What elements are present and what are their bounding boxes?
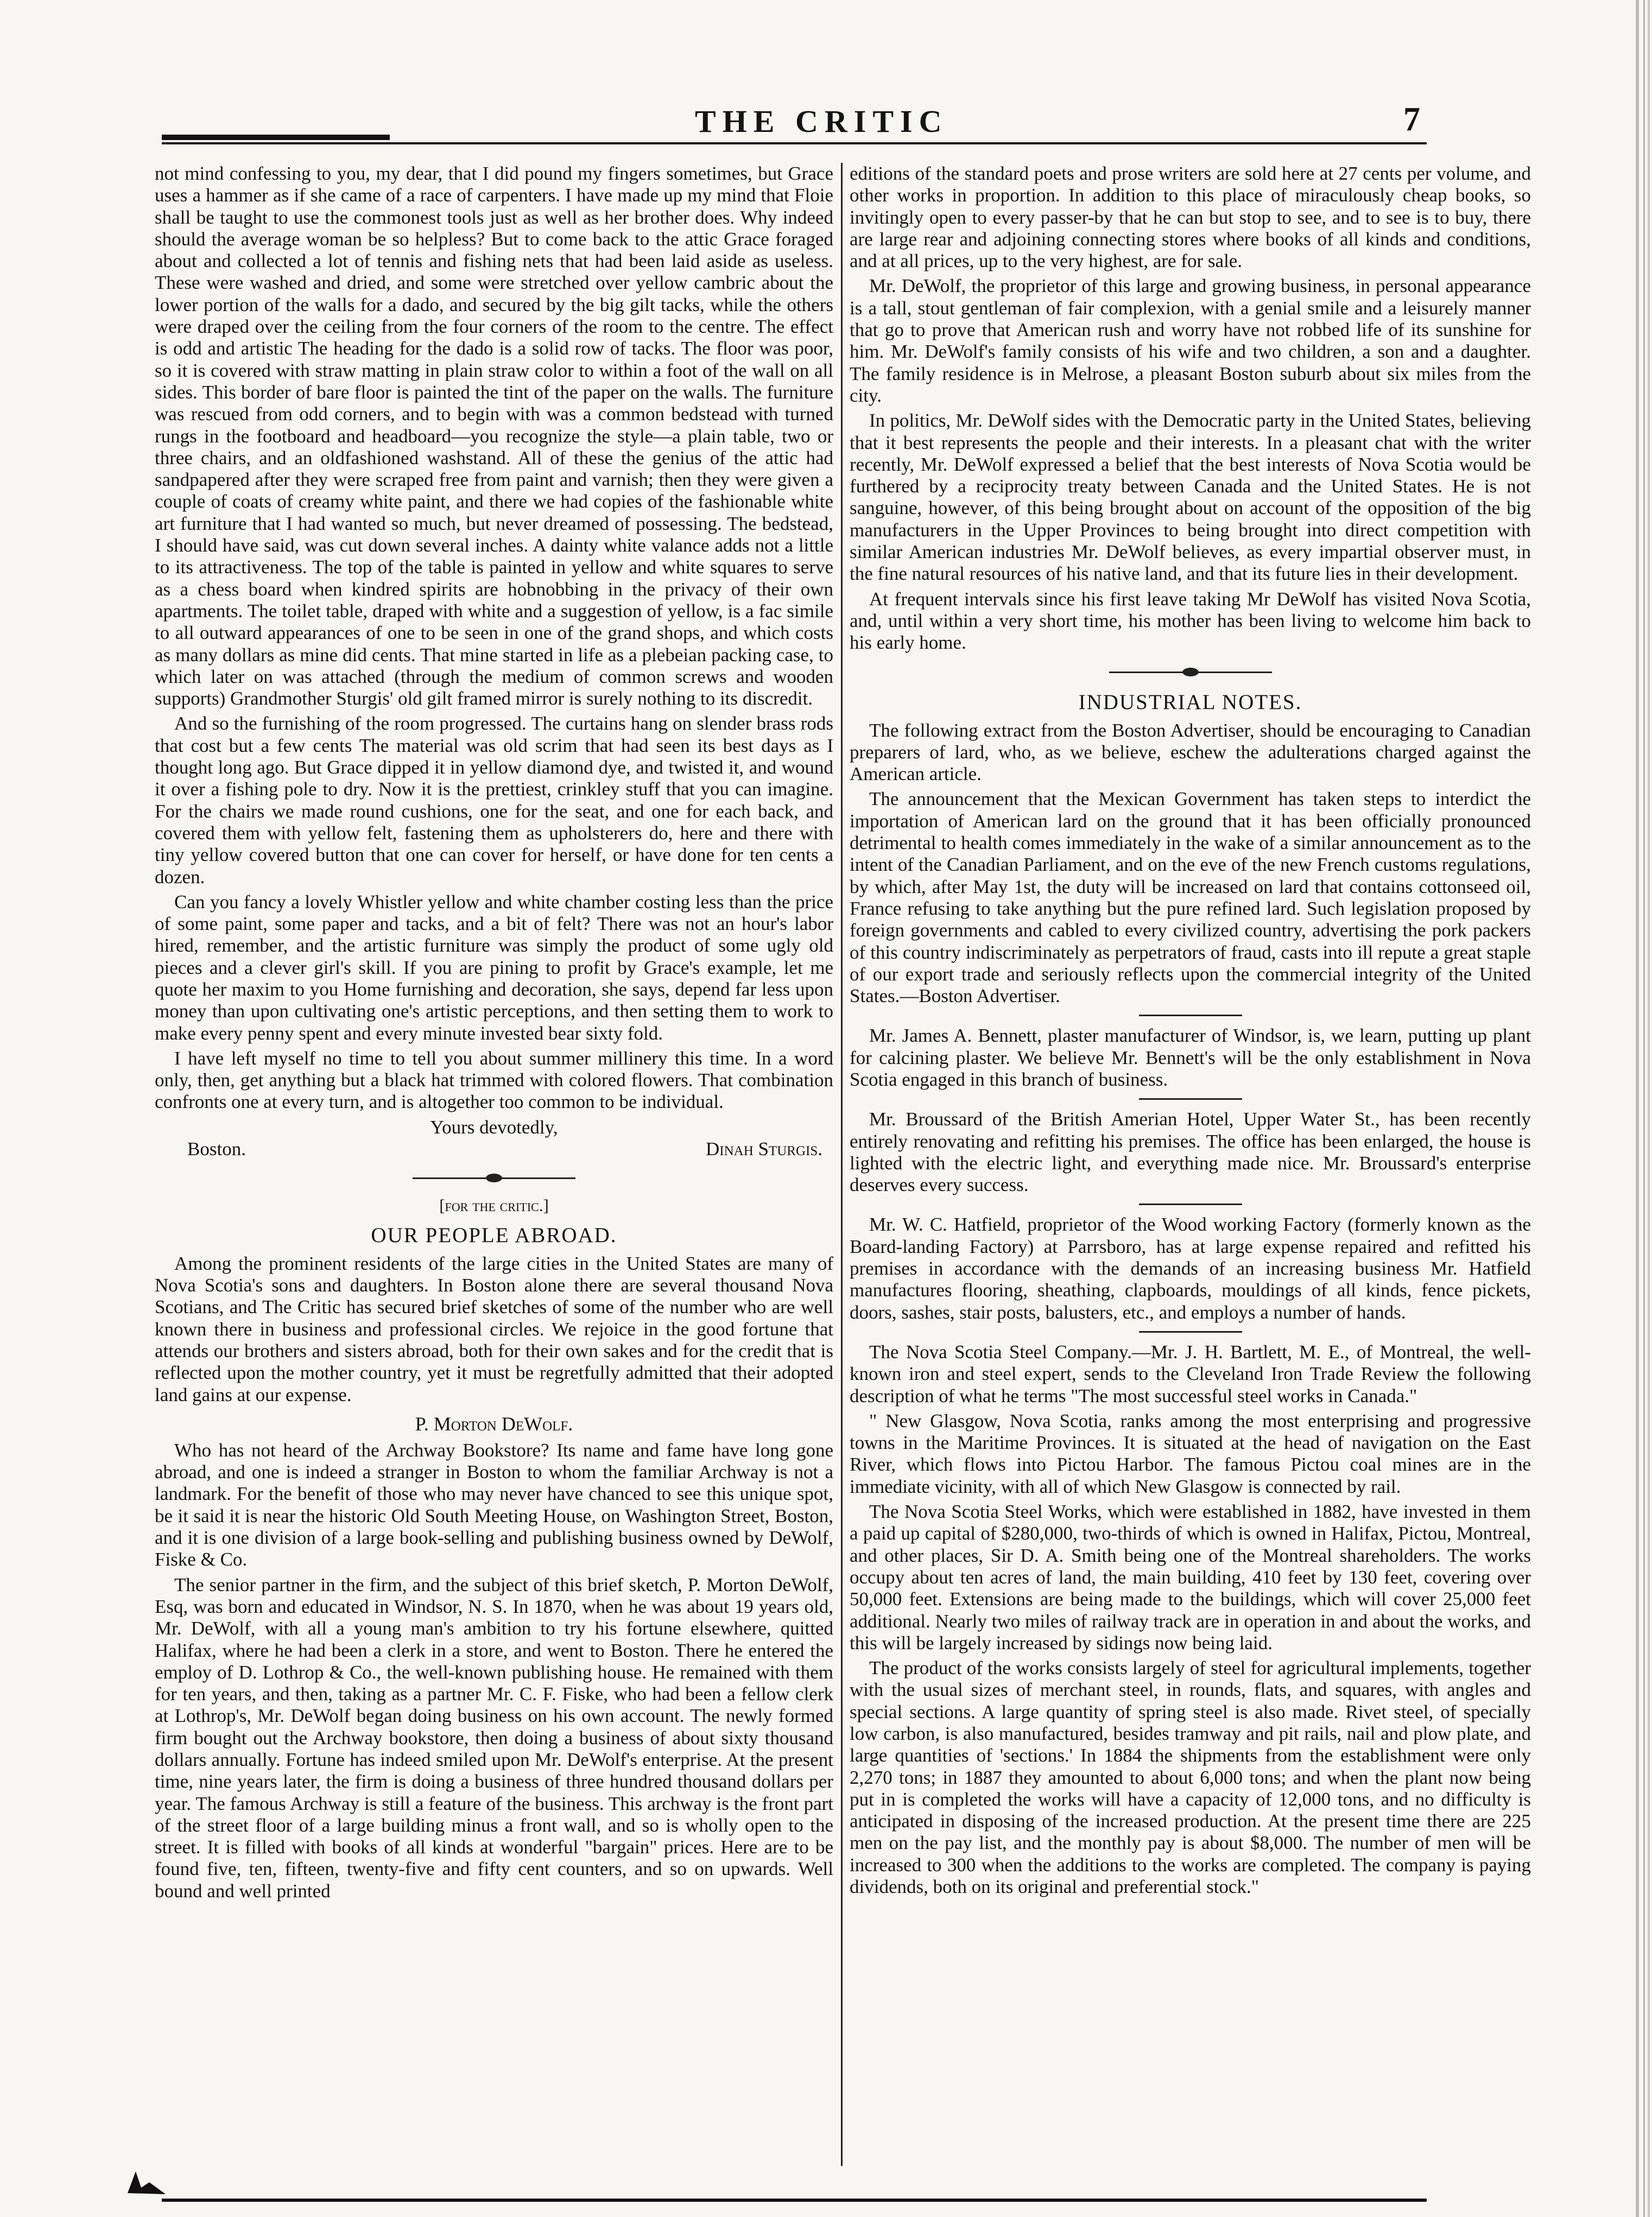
column-divider — [841, 163, 843, 2166]
article-paragraph: The following extract from the Boston Advertiser, should be encouraging to Canadian preparers of lard, who, as we believe, eschew the adulterations charged against the American article. — [850, 719, 1531, 785]
article-paragraph: Among the prominent residents of the large cities in the United States are many of Nova Scotia's sons and daughters. In Boston alone there are several thousand Nova Scotians, and The Critic has secured brief sketches of some of the number who are well known there in business and professional circles. We rejoice in the good fortune that attends our brothers and sisters abroad, both for their own sakes and for the credit that is reflected upon the mother country, yet it must be regretfully admitted that their adopted land gains at our expense. — [155, 1252, 833, 1405]
article-paragraph: The Nova Scotia Steel Works, which were established in 1882, have invested in them a paid up capital of $280,000, two-thirds of which is owned in Halifax, Pictou, Montreal, and other places, Sir D. A. Smith being one of the Montreal shareholders. The works occupy about ten acres of land, the main building, 410 feet by 130 feet, covering over 50,000 feet. Extensions are being made to the buildings, which will cover 25,000 feet additional. Nearly two miles of railway track are in operation in and about the works, and this will be largely increased by sidings now being laid. — [850, 1501, 1531, 1654]
article-paragraph: Mr. W. C. Hatfield, proprietor of the Wood working Factory (formerly known as the Board-landing Factory) at Parrsboro, has at large expense repaired and refitted his premises in accordance with the demands of an increasing business Mr. Hatfield manufactures flooring, sheathing, clapboards, mouldings of all kinds, fence pickets, doors, sashes, stair posts, balusters, etc., and employs a number of hands. — [850, 1214, 1531, 1323]
short-rule — [1139, 1331, 1242, 1333]
bottom-rule — [162, 2199, 1427, 2202]
ink-blot-mark — [125, 2166, 168, 2196]
article-subheading: P. Morton DeWolf. — [415, 1412, 573, 1435]
newspaper-title: THE CRITIC — [695, 104, 948, 139]
article-paragraph: The senior partner in the firm, and the subject of this brief sketch, P. Morton DeWolf, Esq, was born and educated in Windsor, N. S. In 1870, when he was about 19 years old, Mr. DeWolf, with all a young man's ambition to try his fortune elsewhere, quitted Halifax, where he had been a clerk in a store, and went to Boston. There he entered the employ of D. Lothrop & Co., the well-known publishing house. He remained with them for ten years, and then, taking as a partner Mr. C. F. Fiske, who had been a fellow clerk at Lothrop's, Mr. DeWolf began doing business on his own account. The newly formed firm bought out the Archway bookstore, then doing a business of about sixty thousand dollars annually. Fortune has indeed smiled upon Mr. DeWolf's enterprise. At the present time, nine years later, the firm is doing a business of three hundred thousand dollars per year. The famous Archway is still a feature of the business. This archway is the front part of the street floor of a large building minus a front wall, and so is wholly open to the street. It is filled with books of all kinds at wonderful "bargain" prices. Here are to be found five, ten, fifteen, twenty-five and fifty cent counters, and so on upwards. Well bound and well printed — [155, 1574, 833, 1902]
article-paragraph: Can you fancy a lovely Whistler yellow and white chamber costing less than the price of some paint, some paper and tacks, and a bit of felt? There was not an hour's labor hired, remember, and the artistic furniture was simply the product of some ugly old pieces and a clever girl's skill. If you are pining to profit by Grace's example, let me quote her maxim to you Home furnishing and decoration, she says, depend far less upon money than upon cultivating one's artistic perceptions, and then setting them to work to make every penny spent and every minute invested bear sixty fold. — [155, 891, 833, 1044]
signature-name: Dinah Sturgis. — [705, 1138, 822, 1160]
article-paragraph: Mr. Broussard of the British Amerian Hotel, Upper Water St., has been recently entirely renovating and refitting his premises. The office has been enlarged, the house is lighted with the electric light, and everything made nice. Mr. Broussard's enterprise deserves every success. — [850, 1108, 1531, 1196]
signoff: Yours devotedly, — [430, 1116, 558, 1138]
article-paragraph: And so the furnishing of the room progressed. The curtains hang on slender brass rods that cost but a few cents The material was old scrim that had seen its best days as I thought long ago. But Grace dipped it in yellow diamond dye, and twisted it, and wound it over a fishing pole to dry. Now it is the prettiest, crinkley stuff that you can imagine. For the chairs we made round cushions, one for the seat, and one for each back, and covered them with yellow felt, fastening them as upholsterers do, here and there with tiny yellow covered button that one can cover for herself, or have done for ten cents a dozen. — [155, 713, 833, 888]
masthead-rule-left — [162, 135, 390, 140]
right-column — [850, 163, 1531, 2217]
article-paragraph: The Nova Scotia Steel Company.—Mr. J. H. Bartlett, M. E., of Montreal, the well-known iron and steel expert, sends to the Cleveland Iron Trade Review the following description of what he terms "The most successful steel works in Canada." — [850, 1341, 1531, 1407]
article-paragraph: In politics, Mr. DeWolf sides with the Democratic party in the United States, believing that it best represents the people and their interests. In a pleasant chat with the writer recently, Mr. DeWolf expressed a belief that the best interests of Nova Scotia would be furthered by a reciprocity treaty between Canada and the United States. He is not sanguine, however, of this being brought about on account of the opposition of the big manufacturers in the Upper Provinces to being brought into direct competition with similar American industries Mr. DeWolf believes, as every impartial observer must, in the fine natural resources of his native land, and that its future lies in their development. — [850, 410, 1531, 585]
article-paragraph: I have left myself no time to tell you about summer millinery this time. In a word only, then, get anything but a black hat trimmed with colored flowers. That combination confronts one at every turn, and is altogether too common to be individual. — [155, 1047, 833, 1113]
section-credit: [for the critic.] — [439, 1195, 549, 1215]
ornament-divider — [1109, 664, 1272, 680]
page-edge-marks — [1598, 0, 1652, 2217]
article-paragraph: not mind confessing to you, my dear, that I did pound my fingers sometimes, but Grace uses a hammer as if she came of a race of carpenters. I have made up my mind that Floie shall be taught to use the commonest tools just as well as her brother does. Why indeed should the average woman be so helpless? But to come back to the attic Grace foraged about and collected a lot of tennis and fishing nets that had been laid aside as useless. These were washed and dried, and some were stretched over yellow cambric about the lower portion of the walls for a dado, and secured by the big gilt tacks, while the others were draped over the ceiling from the four corners of the room to the centre. The effect is odd and artistic The heading for the dado is a solid row of tacks. The floor was poor, so it is covered with straw matting in plain straw color to within a foot of the wall on all sides. This border of bare floor is painted the tint of the paper on the walls. The furniture was rescued from odd corners, and to begin with was a common bedstead with turned rungs in the footboard and headboard—you recognize the style—a plain table, two or three chairs, and an oldfashioned washstand. All of these the genius of the attic had sandpapered after they were scraped free from paint and varnish; then they were given a couple of coats of creamy white paint, and there we had copies of the fashionable white art furniture that I had wanted so much, but never dreamed of possessing. The bedstead, I should have said, was cut down several inches. A dainty white valance adds not a little to its attractiveness. The top of the table is painted in yellow and white squares to serve as a chess board when kindred spirits are hobnobbing in the privacy of their own apartments. The toilet table, draped with white and a suggestion of yellow, is a fac simile to all outward appearances of one to be seen in one of the grand shops, and which costs as many dollars as mine did cents. That mine started in life as a plebeian packing case, to which later on was attached (through the medium of common screws and wooden supports) Grandmother Sturgis' old gilt framed mirror is surely nothing to its discredit. — [155, 163, 833, 710]
page-number: 7 — [1403, 101, 1420, 138]
short-rule — [1139, 1203, 1242, 1205]
section-heading: INDUSTRIAL NOTES. — [1078, 690, 1302, 714]
ornament-divider — [413, 1170, 575, 1186]
signature-place: Boston. — [187, 1138, 246, 1160]
short-rule — [1139, 1098, 1242, 1100]
masthead-rule — [162, 142, 1427, 144]
left-column — [155, 163, 833, 2217]
article-paragraph: Who has not heard of the Archway Bookstore? Its name and fame have long gone abroad, and one is indeed a stranger in Boston to whom the familiar Archway is not a landmark. For the benefit of those who may never have chanced to see this unique spot, be it said it is near the historic Old South Meeting House, on Washington Street, Boston, and it is one division of a large book-selling and publishing business owned by DeWolf, Fiske & Co. — [155, 1439, 833, 1570]
article-paragraph: At frequent intervals since his first leave taking Mr DeWolf has visited Nova Scotia, and, until within a very short time, his mother has been living to welcome him back to his early home. — [850, 588, 1531, 654]
article-paragraph: " New Glasgow, Nova Scotia, ranks among the most enterprising and progressive towns in the Maritime Provinces. It is situated at the head of navigation on the East River, which flows into Pictou Harbor. The famous Pictou coal mines are in the immediate vicinity, with all of which New Glasgow is connected by rail. — [850, 1410, 1531, 1497]
article-paragraph: editions of the standard poets and prose writers are sold here at 27 cents per volume, and other works in proportion. In addition to this place of miraculously cheap books, so invitingly open to every passer-by that he can but stop to see, and to see is to buy, there are large rear and adjoining connecting stores where books of all kinds and conditions, and at all prices, up to the very highest, are for sale. — [850, 163, 1531, 272]
article-paragraph: The product of the works consists largely of steel for agricultural implements, together with the usual sizes of merchant steel, in rounds, flats, and squares, with angles and special sections. A large quantity of spring steel is also made. Rivet steel, of specially low carbon, is also manufactured, besides tramway and pit rails, nail and plow plate, and large quantities of 'sections.' In 1884 the shipments from the establishment were only 2,270 tons; in 1887 they amounted to about 6,000 tons; and when the plant now being put in is completed the works will have a capacity of 12,000 tons, and no difficulty is anticipated in disposing of the increased production. At the present time there are 225 men on the pay list, and the monthly pay is about $8,000. The number of men will be increased to 300 when the additions to the works are completed. The company is paying dividends, both on its original and preferential stock." — [850, 1657, 1531, 1898]
article-paragraph: Mr. James A. Bennett, plaster manufacturer of Windsor, is, we learn, putting up plant for calcining plaster. We believe Mr. Bennett's will be the only establishment in Nova Scotia engaged in this branch of business. — [850, 1025, 1531, 1090]
short-rule — [1139, 1015, 1242, 1016]
section-heading: OUR PEOPLE ABROAD. — [371, 1223, 617, 1247]
signature-line — [155, 1138, 833, 1160]
article-paragraph: The announcement that the Mexican Government has taken steps to interdict the importation of American lard on the ground that it has been officially pronounced detrimental to health comes immediately in the wake of a similar announcement as to the intent of the Canadian Parliament, and on the eve of the new French customs regulations, by which, after May 1st, the duty will be increased on lard that contains cottonseed oil, France refusing to take anything but the pure refined lard. Such legislation proposed by foreign governments and cabled to every civilized country, advertising the pork packers of this country indiscriminately as perpetrators of fraud, casts into ill repute a great staple of our export trade and seriously reflects upon the commercial integrity of the United States.—Boston Advertiser. — [850, 788, 1531, 1007]
article-paragraph: Mr. DeWolf, the proprietor of this large and growing business, in personal appearance is a tall, stout gentleman of fair complexion, with a genial smile and a leisurely manner that go to prove that American rush and worry have not robbed life of its sunshine for him. Mr. DeWolf's family consists of his wife and two children, a son and a daughter. The family residence is in Melrose, a pleasant Boston suburb about six miles from the city. — [850, 275, 1531, 406]
